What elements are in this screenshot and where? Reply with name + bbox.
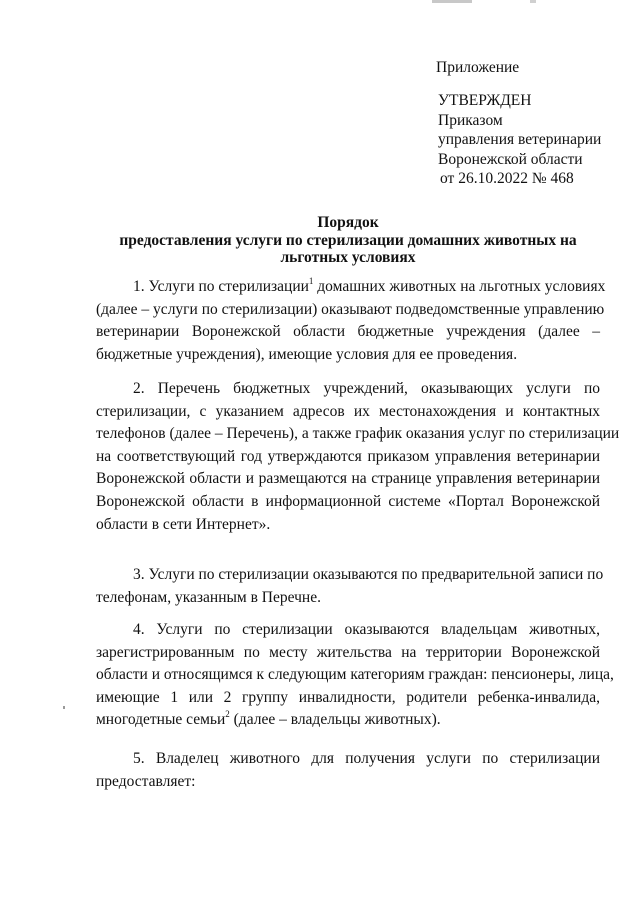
text-line: Воронежской области и размещаются на странице управления ветеринарии: [96, 470, 600, 488]
text-line: телефонов (далее – Перечень), а также график оказания услуг по стерилизации: [96, 425, 620, 443]
text-run: домашних животных на льготных условиях: [313, 278, 606, 295]
title-line: предоставления услуги по стерилизации домашних животных на: [119, 231, 577, 249]
text-line: телефонам, указанным в Перечне.: [96, 588, 321, 606]
approval-line: управления ветеринарии: [438, 131, 602, 148]
scan-artifact: [530, 0, 536, 3]
approval-date-line: от 26.10.2022 № 468: [440, 170, 574, 187]
document-title: [96, 214, 600, 267]
text-line: зарегистрированным по месту жительства на территории Воронежской: [96, 643, 600, 661]
approval-block: [438, 91, 601, 189]
text-line: (далее – услуги по стерилизации) оказывают подведомственные управлению: [96, 300, 605, 318]
title-line: Порядок: [317, 214, 379, 231]
paragraph-1: [96, 276, 606, 366]
footnote-mark: 2: [225, 709, 230, 720]
paragraph-3: [96, 564, 604, 609]
text-line: 2. Перечень бюджетных учреждений, оказывающих услуги по: [133, 380, 600, 397]
text-line: [96, 709, 600, 732]
paragraph-2: [96, 378, 620, 536]
text-line: области в сети Интернет».: [96, 515, 271, 533]
paragraph-4: [96, 619, 614, 732]
text-line: Воронежской области в информационной системе «Портал Воронежской: [96, 492, 600, 510]
footnote-mark: 1: [308, 276, 314, 286]
text-line: имеющие 1 или 2 группу инвалидности, родители ребенка-инвалида,: [96, 688, 600, 706]
text-line: 3. Услуги по стерилизации оказываются по предварительной записи по: [133, 566, 604, 583]
appendix-label: Приложение: [436, 59, 520, 76]
text-line: 5. Владелец животного для получения услуги по стерилизации: [133, 750, 600, 767]
approval-line: УТВЕРЖДЕН: [438, 92, 532, 109]
title-line: льготных условиях: [280, 249, 416, 266]
text-run: (далее – владельцы животных).: [229, 711, 441, 729]
text-line: на соответствующий год утверждаются приказом управления ветеринарии: [96, 447, 600, 465]
approval-line: Воронежской области: [438, 150, 583, 168]
text-line: бюджетные учреждения), имеющие условия для ее проведения.: [96, 345, 518, 363]
text-line: предоставляет:: [96, 772, 196, 790]
text-line: стерилизации, с указанием адресов их местонахождения и контактных: [96, 402, 600, 420]
text-run: 1. Услуги по стерилизации: [133, 278, 309, 295]
text-run: многодетные семьи: [96, 711, 226, 729]
scan-artifact: [63, 706, 65, 709]
text-line: ветеринарии Воронежской области бюджетные учреждения (далее –: [96, 323, 600, 341]
text-line: 4. Услуги по стерилизации оказываются владельцам животных,: [133, 621, 600, 638]
paragraph-5: [96, 748, 600, 793]
text-line: области и относящимся к следующим категориям граждан: пенсионеры, лица,: [96, 666, 614, 684]
scan-artifact: [432, 0, 472, 3]
text-line: [96, 276, 606, 299]
approval-line: Приказом: [438, 111, 503, 129]
